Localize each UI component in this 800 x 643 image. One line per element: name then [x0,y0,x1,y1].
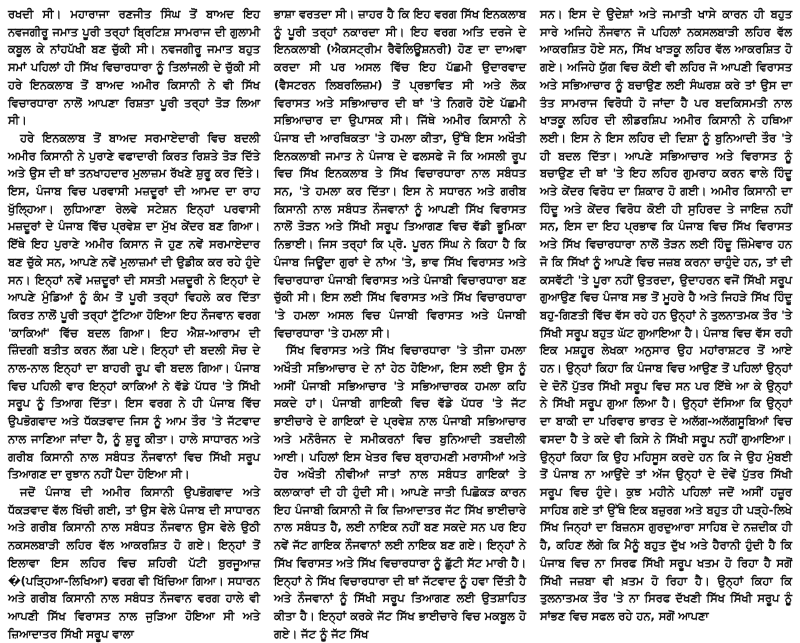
paragraph: ਜਦੋਂ ਪੰਜਾਬ ਦੀ ਅਮੀਰ ਕਿਸਾਨੀ ਉਪਭੋਗਵਾਦ ਅਤੇ ਧੱਕੜਵਾਦ ਵੱਲ ਖਿੱਚੀ ਗਈ, ਤਾਂ ਉਸ ਵੇਲੇ ਪੰਜਾਬ ਦੀ ਸਾਧਾਰਨ ਅਤੇ ਗਰੀਬ ਕਿਸਾਨੀ ਨਾਲ ਸਬੰਧਤ ਨੌਜਵਾਨ ਉਸ ਵੇਲੇ ਉਠੀ ਨਕਸਲਬਾੜੀ ਲਹਿਰ ਵੱਲ ਆਕਰਸ਼ਿਤ ਹੋ ਗਏ। ਇਨ੍ਹਾਂ ਤੋਂ ਇਲਾਵਾ ਇਸ ਲਹਿਰ ਵਿਚ ਸ਼ਹਿਰੀ ਪੱਟੀ ਬੁਰਜੂਆਜ਼ �(ਪੜ੍ਹਿਆ-ਲਿਖਿਆ) ਵਰਗ ਵੀ ਖਿੱਚਿਆ ਗਿਆ। ਸਧਾਰਨ ਅਤੇ ਗਰੀਬ ਕਿਸਾਨੀ ਨਾਲ ਸਬੰਧਤ ਨੌਜਵਾਨ ਵਰਗ ਹਾਲੇ ਵੀ ਆਪਣੀ ਸਿੱਖ ਵਿਰਾਸਤ ਨਾਲ ਜੁੜਿਆ ਹੋਇਆ ਸੀ ਅਤੇ ਜ਼ਿਆਦਾਤਰ ਸਿੱਖੀ ਸਰੂਪ ਵਾਲਾ [8,484,260,641]
paragraph: ਸਨ। ਇਸ ਦੇ ਉਦੇਸ਼ਾਂ ਅਤੇ ਜਮਾਤੀ ਖਾਸੇ ਕਾਰਨ ਹੀ ਬਹੁਤ ਸਾਰੇ ਅਜਿਹੇ ਨੌਜਵਾਨ ਜੋ ਪਹਿਲਾਂ ਨਕਸਲਬਾੜੀ ਲਹਿਰ ਵੱਲ ਆਕਰਸ਼ਿਤ ਹੋਏ ਸਨ, ਸਿੱਖ ਖਾੜਕੂ ਲਹਿਰ ਵੱਲ ਆਕਰਸ਼ਿਤ ਹੋ ਗਏ। ਅਜਿਹੇ ਯੁੱਗ ਵਿਚ ਕੋਈ ਵੀ ਲਹਿਰ ਜੋ ਆਪਣੀ ਵਿਰਾਸਤ ਅਤੇ ਸਭਿਆਚਾਰ ਨੂੰ ਬਚਾਉਣ ਲਈ ਸੰਘਰਸ਼ ਕਰੇ ਤਾਂ ਉਸ ਦਾ ਤੰਤ ਸਾਮਰਾਜ ਵਿਰੋਧੀ ਹੋ ਜਾਂਦਾ ਹੈ ਪਰ ਬਦਕਿਸਮਤੀ ਨਾਲ ਖਾੜਕੂ ਲਹਿਰ ਦੀ ਲੀਡਰਸ਼ਿਪ ਅਮੀਰ ਕਿਸਾਨੀ ਨੇ ਹਥਿਆ ਲਈ। ਇਸ ਨੇ ਇਸ ਲਹਿਰ ਦੀ ਦਿਸ਼ਾ ਨੂੰ ਬੁਨਿਆਦੀ ਤੌਰ 'ਤੇ ਹੀ ਬਦਲ ਦਿੱਤਾ। ਆਪਣੇ ਸਭਿਆਚਾਰ ਅਤੇ ਵਿਰਾਸਤ ਨੂੰ ਬਚਾਉਣ ਦੀ ਥਾਂ 'ਤੇ ਇਹ ਲਹਿਰ ਗੁਮਰਾਹ ਕਰਨ ਵਾਲੇ ਹਿੰਦੂ ਅਤੇ ਕੇਂਦਰ ਵਿਰੋਧ ਦਾ ਸ਼ਿਕਾਰ ਹੋ ਗਈ। ਅਮੀਰ ਕਿਸਾਨੀ ਦਾ ਹਿੰਦੂ ਅਤੇ ਕੇਂਦਰ ਵਿਰੋਧ ਕੋਈ ਹੀ ਸੁਹਿਰਦ ਤੇ ਜਾਇਜ਼ ਨਹੀਂ ਸਨ, ਇਸ ਦਾ ਇਹ ਪ੍ਰਭਾਵ ਕਿ ਪੰਜਾਬ ਵਿਚ ਸਿੱਖ ਵਿਰਾਸਤ ਅਤੇ ਸਿੱਖ ਵਿਚਾਰਧਾਰਾ ਨਾਲੋਂ ਤੋੜਨ ਲਈ ਹਿੰਦੂ ਜ਼ਿੰਮੇਵਾਰ ਹਨ ਜੋ ਕਿ ਸਿੱਖਾਂ ਨੂੰ ਆਪਣੇ ਵਿਚ ਜਜ਼ਬ ਕਰਨਾ ਚਾਹੁੰਦੇ ਹਨ, ਤਾਂ ਦੀ ਕਸਵੱਟੀ 'ਤੇ ਪੂਰਾ ਨਹੀਂ ਉਤਰਦਾ, ਉਦਾਹਰਨ ਵਜੋਂ ਸਿੱਖੀ ਸਰੂਪ ਗੁਆਉਣ ਵਿਚ ਪੰਜਾਬ ਸਭ ਤੋਂ ਮੂਹਰੇ ਹੈ ਅਤੇ ਜਿਹੜੇ ਸਿੱਖ ਹਿੰਦੂ ਬਹੁ-ਗਿਣਤੀ ਵਿੱਚ ਵੱਸ ਰਹੇ ਹਨ ਉਨ੍ਹਾਂ ਨੇ ਤੁਲਨਾਤਮਕ ਤੌਰ 'ਤੇ ਸਿੱਖੀ ਸਰੂਪ ਬਹੁਤ ਘੱਟ ਗੁਆਇਆ ਹੈ। ਪੰਜਾਬ ਵਿਚ ਵੱਸ ਰਹੀ ਇਕ ਮਸ਼ਹੂਰ ਲੇਖਕਾ ਅਨੁਸਾਰ ਉਹ ਮਹਾਂਰਾਸ਼ਟਰ ਤੋਂ ਆਏ ਹਨ। ਉਨ੍ਹਾਂ ਕਿਹਾ ਕਿ ਪੰਜਾਬ ਵਿਚ ਆਉਣ ਤੋਂ ਪਹਿਲਾਂ ਉਨ੍ਹਾਂ ਦੇ ਦੋਨੋਂ ਪੁੱਤਰ ਸਿੱਖੀ ਸਰੂਪ ਵਿਚ ਸਨ ਪਰ ਇੱਥੇ ਆ ਕੇ ਉਨ੍ਹਾਂ ਨੇ ਸਿੱਖੀ ਸਰੂਪ ਗੁਆ ਲਿਆ ਹੈ। ਉਨ੍ਹਾਂ ਦੱਸਿਆ ਕਿ ਉਨ੍ਹਾਂ ਦਾ ਬਾਕੀ ਦਾ ਪਰਿਵਾਰ ਭਾਰਤ ਦੇ ਅਲੱਗ-ਅਲੱਗਸੂਬਿਆਂ ਵਿਚ ਵਸਦਾ ਹੈ ਤੇ ਕਦੇ ਵੀ ਕਿਸੇ ਨੇ ਸਿੱਖੀ ਸਰੂਪ ਨਹੀਂ ਗੁਆਇਆ। ਉਨ੍ਹਾਂ ਕਿਹਾ ਕਿ ਉਹ ਮਹਿਸੂਸ ਕਰਦੇ ਹਨ ਕਿ ਜੇ ਉਹ ਮੁੰਬਈ ਤੋਂ ਪੰਜਾਬ ਨਾ ਆਉਂਦੇ ਤਾਂ ਅੱਜ ਉਨ੍ਹਾਂ ਦੇ ਦੋਵੇਂ ਪੁੱਤਰ ਸਿੱਖੀ ਸਰੂਪ ਵਿਚ ਹੁੰਦੇ। ਕੁਝ ਮਹੀਨੇ ਪਹਿਲਾਂ ਜਦੋਂ ਅਸੀਂ ਹਜ਼ੂਰ ਸਾਹਿਬ ਗਏ ਤਾਂ ਉੱਥੇ ਇਕ ਬਜ਼ੁਰਗ ਅਤੇ ਬਹੁਤ ਹੀ ਪੜ੍ਹੇ-ਲਿਖੇ ਸਿੱਖ ਜਿਨ੍ਹਾਂ ਦਾ ਬਿਜ਼ਨਸ ਗੁਰਦੁਆਰਾ ਸਾਹਿਬ ਦੇ ਨਜ਼ਦੀਕ ਹੀ ਹੈ, ਕਹਿਣ ਲੱਗੇ ਕਿ ਮੈਨੂੰ ਬਹੁਤ ਦੁੱਖ ਅਤੇ ਹੈਰਾਨੀ ਹੁੰਦੀ ਹੈ ਕਿ ਪੰਜਾਬ ਵਿਚ ਨਾ ਸਿਰਫ ਸਿੱਖੀ ਸਰੂਪ ਖਤਮ ਹੋ ਰਿਹਾ ਹੈ ਸਗੋਂ ਸਿੱਖੀ ਜਜ਼ਬਾ ਵੀ ਖ਼ਤਮ ਹੋ ਰਿਹਾ ਹੈ। ਉਨ੍ਹਾਂ ਕਿਹਾ ਕਿ ਤੁਲਨਾਤਮਕ ਤੌਰ 'ਤੇ ਨਾ ਸਿਰਫ ਦੱਖਣੀ ਸਿੱਖ ਸਿੱਖੀ ਸਰੂਪ ਨੂੰ ਸਾਂਭਣ ਵਿਚ ਸਫਲ ਰਹੇ ਹਨ, ਸਗੋਂ ਆਪਣਾ [540,7,792,623]
paragraph: ਸਿੱਖ ਵਿਰਾਸਤ ਅਤੇ ਸਿੱਖ ਵਿਚਾਰਧਾਰਾ 'ਤੇ ਤੀਜਾ ਹਮਲਾ ਅਖੌਤੀ ਸਭਿਆਚਾਰ ਦੇ ਨਾਂ ਹੇਠ ਹੋਇਆ, ਇਸ ਲਈ ਉਸ ਨੂੰ ਅਸੀਂ ਪੰਜਾਬੀ ਸਭਿਆਚਾਰ 'ਤੇ ਸਭਿਆਚਾਰਕ ਹਮਲਾ ਕਹਿ ਸਕਦੇ ਹਾਂ। ਪੰਜਾਬੀ ਗਾਇਕੀ ਵਿਚ ਵੱਡੇ ਪੱਧਰ 'ਤੇ ਜੱਟ ਭਾਈਚਾਰੇ ਦੇ ਗਾਇਕਾਂ ਦੇ ਪ੍ਰਵੇਸ਼ ਨਾਲ ਪੰਜਾਬੀ ਸਭਿਆਚਾਰ ਅਤੇ ਮਨੋਰੰਜਨ ਦੇ ਸਮੀਕਰਨਾਂ ਵਿਚ ਬੁਨਿਆਦੀ ਤਬਦੀਲੀ ਆਈ। ਪਹਿਲਾਂ ਇਸ ਖੇਤਰ ਵਿਚ ਬ੍ਰਾਹਮਣੀ ਮਰਾਸੀਆਂ ਅਤੇ ਹੋਰ ਅਖੌਤੀ ਨੀਵੀਆਂ ਜਾਤਾਂ ਨਾਲ ਸਬੰਧਤ ਗਾਇਕਾਂ ਤੇ ਕਲਾਕਾਰਾਂ ਦੀ ਹੀ ਹੁੰਦੀ ਸੀ। ਆਪਣੇ ਜਾਤੀ ਪਿਛੋਕੜ ਕਾਰਨ ਇਹ ਪੰਜਾਬੀ ਕਿਸਾਨੀ ਜੋ ਕਿ ਜ਼ਿਆਦਾਤਰ ਜੱਟ ਸਿੱਖ ਭਾਈਚਾਰੇ ਨਾਲ ਸਬੰਧਤ ਹੈ, ਲਈ ਨਾਇਕ ਨਹੀਂ ਬਣ ਸਕਦੇ ਸਨ ਪਰ ਇਹ ਨਵੇਂ ਜੱਟ ਗਾਇਕ ਨੌਜਵਾਨਾਂ ਲਈ ਨਾਇਕ ਬਣ ਗਏ। ਇਨ੍ਹਾਂ ਨੇ ਸਿੱਖ ਵਿਰਾਸਤ ਅਤੇ ਸਿੱਖ ਵਿਚਾਰਧਾਰਾ ਨੂੰ ਛੁੱਟੀ ਸੱਟ ਮਾਰੀ ਹੈ। ਇਨ੍ਹਾਂ ਨੇ ਸਿੱਖ ਵਿਚਾਰਧਾਰਾ ਦੀ ਥਾਂ ਜੱਟਵਾਦ ਨੂੰ ਹਵਾ ਦਿੱਤੀ ਹੈ ਅਤੇ ਨੌਜਵਾਨਾਂ ਨੂੰ ਸਿੱਖੀ ਸਰੂਪ ਤਿਆਗਣ ਲਈ ਉਤਸ਼ਾਹਿਤ ਕੀਤਾ ਹੈ। ਇਨ੍ਹਾਂ ਕਰਕੇ ਜੱਟ ਸਿੱਖ ਭਾਈਚਾਰੇ ਵਿਚ ਮਕਬੂਲ ਹੋ ਗਏ। ਜੱਟ ਨੂੰ ਜੱਟ ਸਿੱਖ [274,343,526,641]
article-column-2 [274,6,526,641]
article-column-3 [540,6,792,628]
article-column-1 [8,6,260,641]
paragraph: ਰਖਦੀ ਸੀ। ਮਹਾਰਾਜਾ ਰਣਜੀਤ ਸਿੰਘ ਤੋਂ ਬਾਅਦ ਇਹ ਨਵਜਗੀਰੂ ਜਮਾਤ ਪੂਰੀ ਤਰ੍ਹਾਂ ਬ੍ਰਿਟਿਸ਼ ਸਾਮਰਾਜ ਦੀ ਗੁਲਾਮੀ ਕਬੂਲ ਕੇ ਨਾਂਹਪੱਖੀ ਬਣ ਚੁੱਕੀ ਸੀ। ਨਵਜਗੀਰੂ ਜਮਾਤ ਬਹੁਤ ਸਮਾਂ ਪਹਿਲਾਂ ਹੀ ਸਿੱਖ ਵਿਚਾਰਧਾਰਾ ਨੂੰ ਤਿਲਾਂਜਲੀ ਦੇ ਚੁੱਕੀ ਸੀ ਹਰੇ ਇਨਕਲਾਬ ਤੋਂ ਬਾਅਦ ਅਮੀਰ ਕਿਸਾਨੀ ਨੇ ਵੀ ਸਿੱਖ ਵਿਚਾਰਧਾਰਾ ਨਾਲੋਂ ਆਪਣਾ ਰਿਸ਼ਤਾ ਪੂਰੀ ਤਰ੍ਹਾਂ ਤੋੜ ਲਿਆ ਸੀ। [8,7,260,128]
paragraph: ਭਾਸ਼ਾ ਵਰਤਦਾ ਸੀ। ਜ਼ਾਹਰ ਹੈ ਕਿ ਇਹ ਵਰਗ ਸਿੱਖ ਇਨਕਲਾਬ ਨੂੰ ਪੂਰੀ ਤਰ੍ਹਾਂ ਨਕਾਰਦਾ ਸੀ। ਇਹ ਵਰਗ ਅਤਿ ਦਰਜੇ ਦੇ ਇਨਕਲਾਬੀ (ਐਕਸਟ੍ਰੀਮ ਰੈਵੋਲਿਊਸ਼ਨਰੀ) ਹੋਣ ਦਾ ਦਾਅਵਾ ਕਰਦਾ ਸੀ ਪਰ ਅਸਲ ਵਿੱਚ ਇਹ ਪੱਛਮੀ ਉਦਾਰਵਾਦ (ਵੈਸਟਰਨ ਲਿਬਰਲਿਜ਼ਮ) ਤੋਂ ਪ੍ਰਭਾਵਿਤ ਸੀ ਅਤੇ ਲੋਕ ਵਿਰਾਸਤ ਅਤੇ ਸਭਿਆਚਾਰ ਦੀ ਥਾਂ 'ਤੇ ਨਿਗਰੋ ਹੋਏ ਪੱਛਮੀ ਸਭਿਆਚਾਰ ਦਾ ਉਪਾਸਕ ਸੀ। ਜਿੱਥੇ ਅਮੀਰ ਕਿਸਾਨੀ ਨੇ ਪੰਜਾਬ ਦੀ ਆਰਥਿਕਤਾ 'ਤੇ ਹਮਲਾ ਕੀਤਾ, ਉੱਥੇ ਇਸ ਅਖੌਤੀ ਇਨਕਲਾਬੀ ਜਮਾਤ ਨੇ ਪੰਜਾਬ ਦੇ ਫਲਸਫੇ ਜੋ ਕਿ ਅਸਲੀ ਰੂਪ ਵਿਚ ਸਿੱਖ ਇਨਕਲਾਬ ਤੇ ਸਿੱਖ ਵਿਚਾਰਧਾਰਾ ਨਾਲ ਸਬੰਧਤ ਸਨ, 'ਤੇ ਹਮਲਾ ਕਰ ਦਿੱਤਾ। ਇਸ ਨੇ ਸਧਾਰਨ ਅਤੇ ਗਰੀਬ ਕਿਸਾਨੀ ਨਾਲ ਸਬੰਧਤ ਨੌਜਵਾਨਾਂ ਨੂੰ ਆਪਣੀ ਸਿੱਖ ਵਿਰਾਸਤ ਨਾਲੋਂ ਤੋੜਨ ਅਤੇ ਸਿੱਖੀ ਸਰੂਪ ਤਿਆਗਣ ਵਿਚ ਵੱਡੀ ਭੂਮਿਕਾ ਨਿਭਾਈ। ਜਿਸ ਤਰ੍ਹਾਂ ਕਿ ਪ੍ਰੋ. ਪੂਰਨ ਸਿੰਘ ਨੇ ਕਿਹਾ ਹੈ ਕਿ ਪੰਜਾਬ ਜਿਊਂਦਾ ਗੁਰਾਂ ਦੇ ਨਾਂਅ 'ਤੇ, ਭਾਵ ਸਿੱਖ ਵਿਰਾਸਤ ਅਤੇ ਵਿਚਾਰਧਾਰਾ ਪੰਜਾਬੀ ਵਿਰਾਸਤ ਅਤੇ ਪੰਜਾਬੀ ਵਿਚਾਰਧਾਰਾ ਬਣ ਚੁੱਕੀ ਸੀ। ਇਸ ਲਈ ਸਿੱਖ ਵਿਰਾਸਤ ਅਤੇ ਸਿੱਖ ਵਿਚਾਰਧਾਰਾ 'ਤੇ ਹਮਲਾ ਅਸਲ ਵਿਚ ਪੰਜਾਬੀ ਵਿਰਾਸਤ ਅਤੇ ਪੰਜਾਬੀ ਵਿਚਾਰਧਾਰਾ 'ਤੇ ਹਮਲਾ ਸੀ। [274,7,526,340]
paragraph: ਹਰੇ ਇਨਕਲਾਬ ਤੋਂ ਬਾਅਦ ਸਰਮਾਏਦਾਰੀ ਵਿਚ ਬਦਲੀ ਅਮੀਰ ਕਿਸਾਨੀ ਨੇ ਪੁਰਾਣੇ ਵਫਾਦਾਰੀ ਕਿਰਤ ਰਿਸ਼ਤੇ ਤੋੜ ਦਿੱਤੇ ਅਤੇ ਉਸ ਦੀ ਥਾਂ ਤਨਖਾਹਦਾਰ ਮੁਲਾਜ਼ਮ ਰੱਖਣੇ ਸ਼ੁਰੂ ਕਰ ਦਿੱਤੇ। ਇਸ, ਪੰਜਾਬ ਵਿਚ ਪਰਵਾਸੀ ਮਜ਼ਦੂਰਾਂ ਦੀ ਆਮਦ ਦਾ ਰਾਹ ਖੁੱਲ੍ਹਿਆ। ਲੁਧਿਆਣਾ ਰੇਲਵੇ ਸਟੇਸ਼ਨ ਇਨ੍ਹਾਂ ਪਰਵਾਸੀ ਮਜ਼ਦੂਰਾਂ ਦੇ ਪੰਜਾਬ ਵਿੱਚ ਪ੍ਰਵੇਸ਼ ਦਾ ਮੁੱਖ ਕੇਂਦਰ ਬਣ ਗਿਆ। ਇੱਥੇ ਇਹ ਪੁਰਾਣੇ ਅਮੀਰ ਕਿਸਾਨ ਜੋ ਹੁਣ ਨਵੇਂ ਸਰਮਾਏਦਾਰ ਬਣ ਚੁੱਕੇ ਸਨ, ਆਪਣੇ ਨਵੇਂ ਮੁਲਾਜ਼ਮਾਂ ਦੀ ਉਡੀਕ ਕਰ ਰਹੇ ਹੁੰਦੇ ਸਨ। ਇਨ੍ਹਾਂ ਨਵੇਂ ਮਜ਼ਦੂਰਾਂ ਦੀ ਸਸਤੀ ਮਜ਼ਦੂਰੀ ਨੇ ਇਨ੍ਹਾਂ ਦੇ ਆਪਣੇ ਮੁੰਡਿਆਂ ਨੂੰ ਕੰਮ ਤੋਂ ਪੂਰੀ ਤਰ੍ਹਾਂ ਵਿਹਲੇ ਕਰ ਦਿੱਤਾ ਕਿਰਤ ਨਾਲੋਂ ਪੂਰੀ ਤਰ੍ਹਾਂ ਟੁੱਟਿਆ ਹੋਇਆ ਇਹ ਨੌਜਵਾਨ ਵਰਗ 'ਕਾਕਿਆਂ' ਵਿੱਚ ਬਦਲ ਗਿਆ। ਇਹ ਐਸ਼-ਆਰਾਮ ਦੀ ਜ਼ਿੰਦਗੀ ਬਤੀਤ ਕਰਨ ਲੱਗ ਪਏ। ਇਨ੍ਹਾਂ ਦੀ ਬਦਲੀ ਸੋਚ ਦੇ ਨਾਲ-ਨਾਲ ਇਨ੍ਹਾਂ ਦਾ ਬਾਹਰੀ ਰੂਪ ਵੀ ਬਦਲ ਗਿਆ। ਪੰਜਾਬ ਵਿਚ ਪਹਿਲੀ ਵਾਰ ਇਨ੍ਹਾਂ ਕਾਕਿਆਂ ਨੇ ਵੱਡੇ ਪੱਧਰ 'ਤੇ ਸਿੱਖੀ ਸਰੂਪ ਨੂੰ ਤਿਆਗ ਦਿੱਤਾ। ਇਸ ਵਰਗ ਨੇ ਹੀ ਪੰਜਾਬ ਵਿੱਚ ਉਪਭੋਗਵਾਦ ਅਤੇ ਧੱਕੜਵਾਦ ਜਿਸ ਨੂੰ ਆਮ ਤੌਰ 'ਤੇ ਜੱਟਵਾਦ ਨਾਲ ਜਾਣਿਆ ਜਾਂਦਾ ਹੈ, ਨੂੰ ਸ਼ੁਰੂ ਕੀਤਾ। ਹਾਲੇ ਸਾਧਾਰਨ ਅਤੇ ਗਰੀਬ ਕਿਸਾਨੀ ਨਾਲ ਸਬੰਧਤ ਨੌਜਵਾਨਾਂ ਵਿਚ ਸਿੱਖੀ ਸਰੂਪ ਤਿਆਗਣ ਦਾ ਰੁਝਾਨ ਨਹੀਂ ਪੈਦਾ ਹੋਇਆ ਸੀ। [8,130,260,482]
